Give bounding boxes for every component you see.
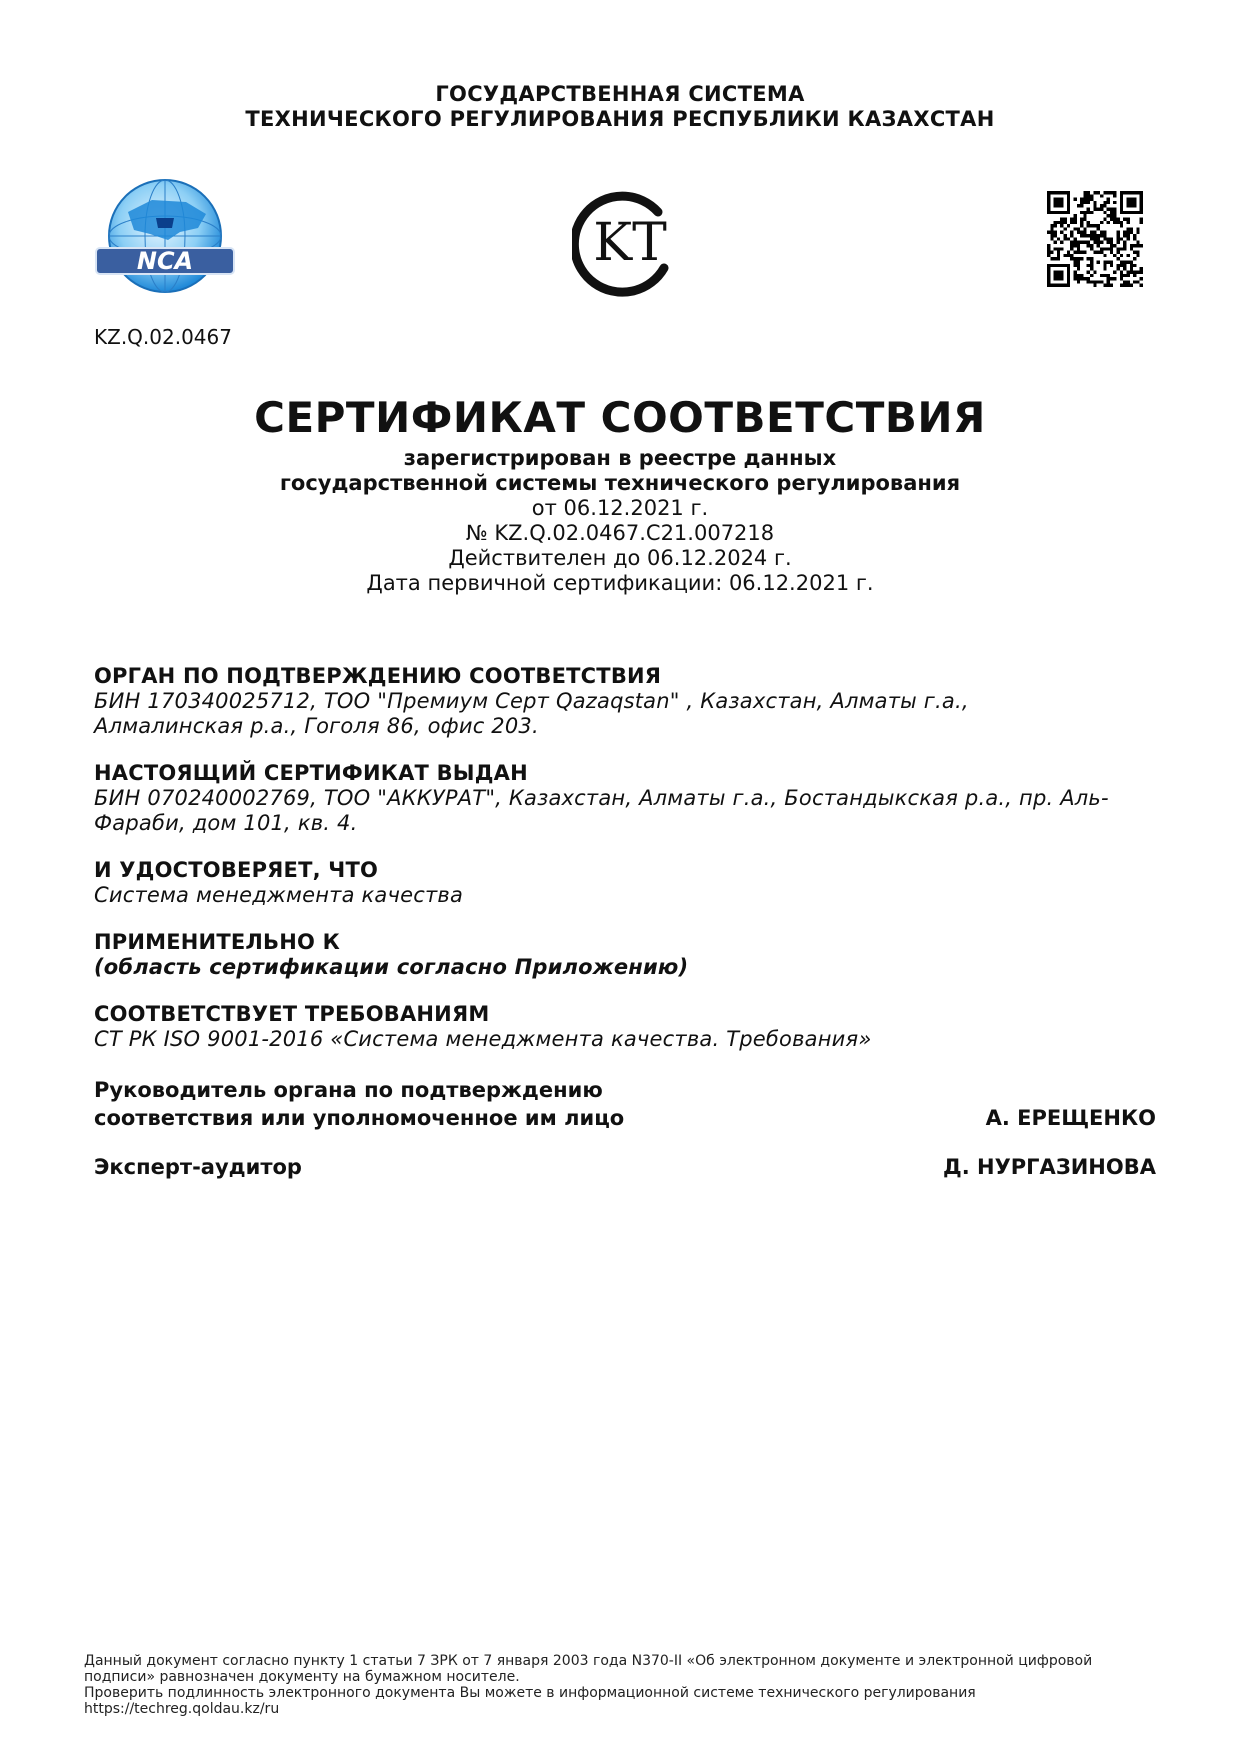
registration-info bbox=[0, 446, 1240, 596]
certificate-title: СЕРТИФИКАТ СООТВЕТСТВИЯ bbox=[254, 393, 986, 442]
section-certifies bbox=[94, 858, 1154, 908]
kt-conformity-mark-icon bbox=[572, 184, 678, 298]
section-heading: И УДОСТОВЕРЯЕТ, ЧТО bbox=[94, 858, 379, 882]
auditor-role: Эксперт-аудитор bbox=[94, 1155, 302, 1179]
head-role-line-1: Руководитель органа по подтверждению bbox=[94, 1078, 603, 1102]
registered-line-1: зарегистрирован в реестре данных bbox=[403, 446, 837, 470]
kt-logo-text: KT bbox=[593, 213, 667, 273]
section-heading: ПРИМЕНИТЕЛЬНО К bbox=[94, 930, 340, 954]
section-text: Система менеджмента качества bbox=[94, 883, 464, 907]
footer-line-2: подписи» равнозначен документу на бумажном носителе. bbox=[84, 1669, 520, 1685]
section-text: (область сертификации согласно Приложению) bbox=[94, 955, 689, 979]
section-heading: НАСТОЯЩИЙ СЕРТИФИКАТ ВЫДАН bbox=[94, 761, 528, 785]
header-line-2: ТЕХНИЧЕСКОГО РЕГУЛИРОВАНИЯ РЕСПУБЛИКИ КАЗАХСТАН bbox=[245, 107, 995, 131]
section-text: Алмалинская р.а., Гоголя 86, офис 203. bbox=[94, 714, 539, 738]
head-name: А. ЕРЕЩЕНКО bbox=[985, 1106, 1156, 1130]
header-line-1: ГОСУДАРСТВЕННАЯ СИСТЕМА bbox=[435, 82, 805, 106]
nca-logo bbox=[94, 178, 236, 298]
section-text: БИН 070240002769, ТОО "АККУРАТ", Казахстан, Алматы г.а., Бостандыкская р.а., пр. Аль- bbox=[94, 786, 1109, 810]
primary-certification-date: Дата первичной сертификации: 06.12.2021 г. bbox=[366, 571, 874, 595]
signature-auditor bbox=[94, 1153, 1156, 1181]
certificate-number: № KZ.Q.02.0467.C21.007218 bbox=[465, 521, 775, 545]
kt-logo bbox=[572, 184, 678, 298]
qr-code-icon bbox=[1047, 191, 1143, 287]
section-heading: ОРГАН ПО ПОДТВЕРЖДЕНИЮ СООТВЕТСТВИЯ bbox=[94, 664, 662, 688]
header bbox=[0, 82, 1240, 132]
footer-line-3: Проверить подлинность электронного документа Вы можете в информационной системе технического регулирования bbox=[84, 1685, 976, 1701]
section-applicable-to bbox=[94, 930, 1154, 980]
valid-until: Действителен до 06.12.2024 г. bbox=[448, 546, 792, 570]
footer-note bbox=[84, 1653, 1164, 1717]
nca-logo-text: NCA bbox=[136, 247, 194, 275]
head-role-line-2: соответствия или уполномоченное им лицо bbox=[94, 1106, 625, 1130]
section-heading: СООТВЕТСТВУЕТ ТРЕБОВАНИЯМ bbox=[94, 1002, 490, 1026]
section-certification-body bbox=[94, 664, 1154, 739]
signature-head bbox=[94, 1076, 1156, 1132]
registered-line-2: государственной системы технического регулирования bbox=[279, 471, 961, 495]
issue-date: от 06.12.2021 г. bbox=[531, 496, 709, 520]
footer-line-1: Данный документ согласно пункту 1 статьи 7 ЗРК от 7 января 2003 года N370-II «Об электронном документе и электронной цифровой bbox=[84, 1653, 1093, 1669]
registration-code: KZ.Q.02.0467 bbox=[94, 325, 232, 349]
footer-link[interactable]: https://techreg.qoldau.kz/ru bbox=[84, 1701, 280, 1717]
section-text: Фараби, дом 101, кв. 4. bbox=[94, 811, 358, 835]
qr-code bbox=[1047, 191, 1143, 287]
section-requirements bbox=[94, 1002, 1154, 1052]
auditor-name: Д. НУРГАЗИНОВА bbox=[943, 1155, 1156, 1179]
section-text: БИН 170340025712, ТОО "Премиум Серт Qazaqstan" , Казахстан, Алматы г.а., bbox=[94, 689, 969, 713]
section-text: СТ РК ISO 9001-2016 «Система менеджмента качества. Требования» bbox=[94, 1027, 872, 1051]
section-issued-to bbox=[94, 761, 1154, 836]
nca-globe-icon bbox=[94, 178, 236, 298]
